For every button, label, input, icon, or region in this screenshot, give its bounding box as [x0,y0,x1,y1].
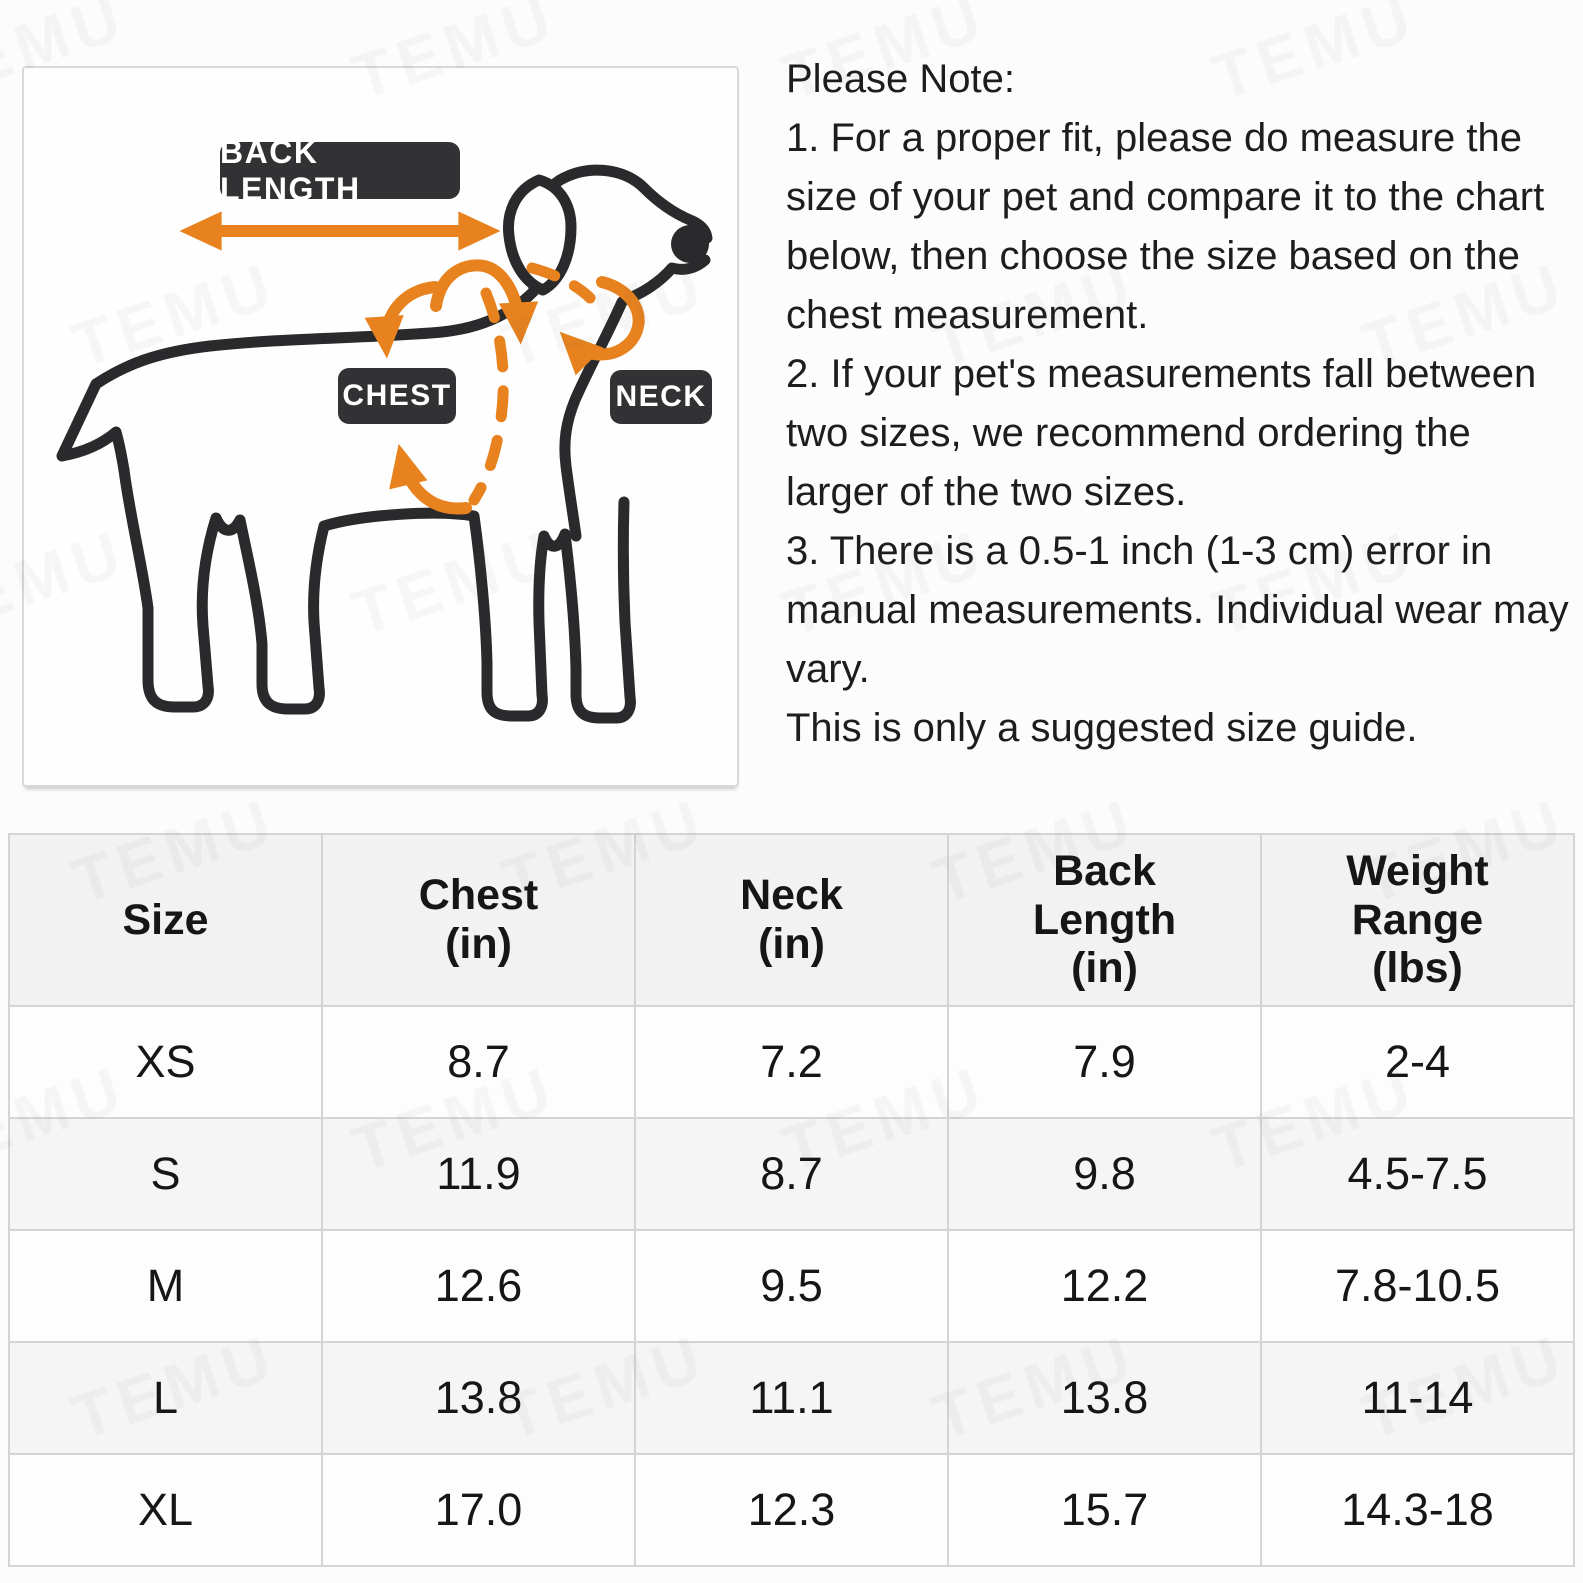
chest-arrow-lower [402,458,466,509]
table-cell: 7.9 [948,1006,1261,1118]
column-header: Weight Range (lbs) [1261,834,1574,1006]
table-cell: S [9,1118,322,1230]
table-cell: 12.2 [948,1230,1261,1342]
table-cell: 9.5 [635,1230,948,1342]
size-chart-table [8,833,1575,1567]
table-cell: 9.8 [948,1118,1261,1230]
table-cell: 12.3 [635,1454,948,1566]
size-chart-header [9,834,1574,1006]
back-length-label: BACK LENGTH [220,142,460,199]
note-item: 2. If your pet's measurements fall between two sizes, we recommend ordering the larger of the two sizes. [786,352,1537,514]
table-cell: XS [9,1006,322,1118]
table-cell: 11-14 [1261,1342,1574,1454]
column-header: Chest (in) [322,834,635,1006]
dog-measurement-diagram [22,66,739,787]
table-cell: 8.7 [635,1118,948,1230]
neck-label: NECK [610,370,712,424]
note-item: This is only a suggested size guide. [786,706,1418,750]
table-row [9,1118,1574,1230]
dog-jaw-outline [624,260,705,300]
size-chart-body [9,1006,1574,1566]
table-cell: 15.7 [948,1454,1261,1566]
table-row [9,1454,1574,1566]
note-item: 1. For a proper fit, please do measure the size of your pet and compare it to the chart below, then choose the size based on the chest measurement. [786,116,1545,337]
column-header: Back Length (in) [948,834,1261,1006]
table-cell: 11.9 [322,1118,635,1230]
table-cell: 14.3-18 [1261,1454,1574,1566]
chest-label: CHEST [338,368,456,424]
table-cell: 7.8-10.5 [1261,1230,1574,1342]
table-cell: 4.5-7.5 [1261,1118,1574,1230]
table-row [9,1230,1574,1342]
notes-section [786,50,1580,758]
table-cell: 8.7 [322,1006,635,1118]
column-header: Neck (in) [635,834,948,1006]
table-cell: 13.8 [322,1342,635,1454]
dog-line-art [62,170,709,718]
table-cell: 17.0 [322,1454,635,1566]
table-cell: 11.1 [635,1342,948,1454]
header-row [9,834,1574,1006]
table-row [9,1342,1574,1454]
table-cell: M [9,1230,322,1342]
notes-list [786,109,1580,758]
notes-title: Please Note: [786,57,1016,101]
table-cell: 7.2 [635,1006,948,1118]
dog-back-and-tail-line [62,290,535,470]
note-item: 3. There is a 0.5-1 inch (1-3 cm) error in manual measurements. Individual wear may vary. [786,529,1569,691]
table-cell: 12.6 [322,1230,635,1342]
column-header: Size [9,834,322,1006]
dog-nose [671,225,709,263]
table-row [9,1006,1574,1118]
dog-legs-and-belly-outline [124,470,630,718]
table-cell: L [9,1342,322,1454]
table-cell: 2-4 [1261,1006,1574,1118]
table-cell: 13.8 [948,1342,1261,1454]
table-cell: XL [9,1454,322,1566]
